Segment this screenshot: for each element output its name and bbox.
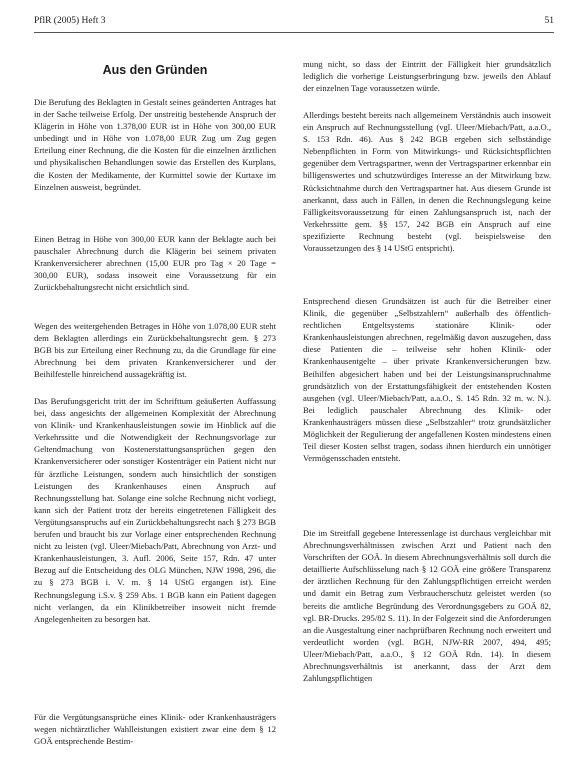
paragraph: Wegen des weitergehenden Betrages in Höhe von 1.078,00 EUR steht dem Beklagten allerdings ein Zurückbehaltungsrecht gem. § 273 BGB bis zur Erteilung einer Rechnung zu, da die Grundlage für eine Abrechnung bei dem privaten Krankenversicherer und der Beihilfestelle hinreichend aussagekräftig ist. — [34, 321, 276, 380]
paragraph: Die Berufung des Beklagten in Gestalt seines geänderten Antrages hat in der Sache teilweise Erfolg. Der unstreitig bestehende Anspruch der Klägerin in Höhe von 1.378,00 EUR ist in Höhe von 300,00 EUR unbedingt und in Höhe von 1.078,00 EUR Zug um Zug gegen Erteilung einer Rechnung, die die Kosten für die einzelnen ärztlichen und physikalischen Behandlungen sowie das Erstellen des Kurplans, die Kosten der Medikamente, der Kurmittel sowie der Kurtaxe im Einzelnen ausweist, begründet. — [34, 97, 276, 192]
header-rule — [34, 32, 554, 33]
section-title: Aus den Gründen — [102, 63, 208, 77]
paragraph: Entsprechend diesen Grundsätzen ist auch für die Betreiber einer Klinik, die gegenüber „Selbstzahlern“ außerhalb des öffentlich-rechtlichen Entgeltsystems stationäre Klinik- oder Krankenhausleistungen abrechnen, regelmäßig davon auszugehen, dass diese Patienten die – teilweise sehr hohen Klinik- oder Krankenhausentgelte – über private Krankenversicherungen bzw. Beihilfen abgesichert haben und bei der Leistungsinanspruchnahme grundsätzlich von der Erstattungsfähigkeit der entstehenden Kosten ausgehen (vgl. Uleer/Miebach/Patt, a.a.O., S. 145 Rdn. 32 m. w. N.). Bei lediglich pauschaler Abrechnung des Klinik- oder Krankenhausträgers müssen diese „Selbstzahler“ trotz grundsätzlicher Möglichkeit der Regulierung der angefallenen Kosten mindestens einen Teil dieser Kosten selbst tragen, sodass ihnen hierdurch ein unnötiger Vermögensschaden entsteht. — [303, 296, 551, 464]
running-header — [34, 5, 554, 25]
page-number: 51 — [544, 16, 554, 26]
paragraph: mung nicht, so dass der Eintritt der Fälligkeit hier grundsätzlich lediglich die vorherige Leistungserbringung bzw. jeweils den Ablauf der einzelnen Tage voraussetzen würde. — [303, 59, 551, 94]
paragraph: Allerdings besteht bereits nach allgemeinem Verständnis auch insoweit ein Anspruch auf Rechnungsstellung (vgl. Uleer/Miebach/Patt, a.a.O., S. 153 Rdn. 46). Aus § 242 BGB ergeben sich selbständige Nebenpflichten in Form von Mitwirkungs- und Rücksichtspflichten gegenüber dem Vertragspartner, wenn der Vertragspartner erkennbar ein billigenswertes und schutzwürdiges Interesse an der Mitwirkung bzw. Rücksichtnahme durch den Vertragspartner hat. Aus diesem Grunde ist anerkannt, dass auch in Fällen, in denen die Rechnungslegung keine Fälligkeitsvoraussetzung für einen Zahlungsanspruch ist, nach der Verkehrssitte gem. §§ 157, 242 BGB ein Anspruch auf eine spezifizierte Rechnung besteht (vgl. beispielsweise den Voraussetzungen des § 14 UStG entspricht). — [303, 110, 551, 254]
paragraph: Einen Betrag in Höhe von 300,00 EUR kann der Beklagte auch bei pauschaler Abrechnung durch die Klägerin bei seinem privaten Krankenversicherer abrechnen (15,00 EUR pro Tag × 20 Tage = 300,00 EUR), sodass insoweit eine Voraussetzung für ein Zurückbehaltungsrecht nicht ersichtlich sind. — [34, 234, 276, 293]
paragraph: Die im Streitfall gegebene Interessenlage ist durchaus vergleichbar mit Abrechnungsverhältnissen zwischen Arzt und Patient nach den Vorschriften der GOÄ. In diesem Abrechnungsverhältnis soll durch die detaillierte Aufschlüsselung nach § 12 GOÄ eine größere Transparenz der ärztlichen Rechnung für den Zahlungspflichtigen erreicht werden und damit ein Betrag zum Verbraucherschutz geleistet werden (so bereits die amtliche Begründung des Verordnungsgebers zu GOÄ 82, vgl. BR-Drucks. 295/82 S. 11). In der Folgezeit sind die Anforderungen an die Ausgestaltung einer nachprüfbaren Rechnung noch erweitert und verdeutlicht worden (vgl. BGH, NJW-RR 2007, 494, 495; Uleer/Miebach/Patt, a.a.O., § 12 GOÄ Rdn. 14). In diesem Abrechnungsverhältnis ist anerkannt, dass der Arzt dem Zahlungspflichtigen — [303, 528, 551, 684]
paragraph: Das Berufungsgericht tritt der im Schrifttum geäußerten Auffassung bei, dass angesichts der allgemeinen Komplexität der Abrechnung von Klinik- und Krankenhausleistungen sowie im Hinblick auf die Verkehrssitte und die Notwendigkeit der Rechnungsvorlage zur Geltendmachung von Kostenerstattungsansprüchen gegen den Krankenversicherer oder sonstiger Kostenträger ein Patient nicht nur für ärztliche Leistungen, sondern auch hinsichtlich der sonstigen Leistungen des Krankenhauses einen Anspruch auf Rechnungsstellung hat. Solange eine solche Rechnung nicht vorliegt, kann sich der Patient trotz der bereits eingetretenen Fälligkeit des Vergütungsanspruchs auf ein Zurückbehaltungsrecht nach § 273 BGB berufen und braucht bis zur Vorlage einer entsprechenden Rechnung nicht zu leisten (vgl. Uleer/Miebach/Patt, Abrechnung von Arzt- und Krankenhausleistungen, 3. Aufl. 2006, Seite 157, Rdn. 47 unter Bezug auf die Entscheidung des OLG München, NJW 1998, 296, die zu § 273 BGB i. V. m. § 14 UStG ergangen ist). Eine Rechnungslegung i.S.v. § 259 Abs. 1 BGB kann ein Patient dagegen nicht verlangen, da ein Klinikbetreiber insoweit nicht fremde Angelegenheiten zu besorgen hat. — [34, 396, 276, 624]
paragraph: Für die Vergütungsansprüche eines Klinik- oder Krankenhausträgers wegen nichtärztlicher Wahlleistungen existiert zwar eine dem § 12 GOÄ entsprechende Bestim- — [34, 712, 276, 747]
journal-reference: PflR (2005) Heft 3 — [34, 16, 106, 26]
